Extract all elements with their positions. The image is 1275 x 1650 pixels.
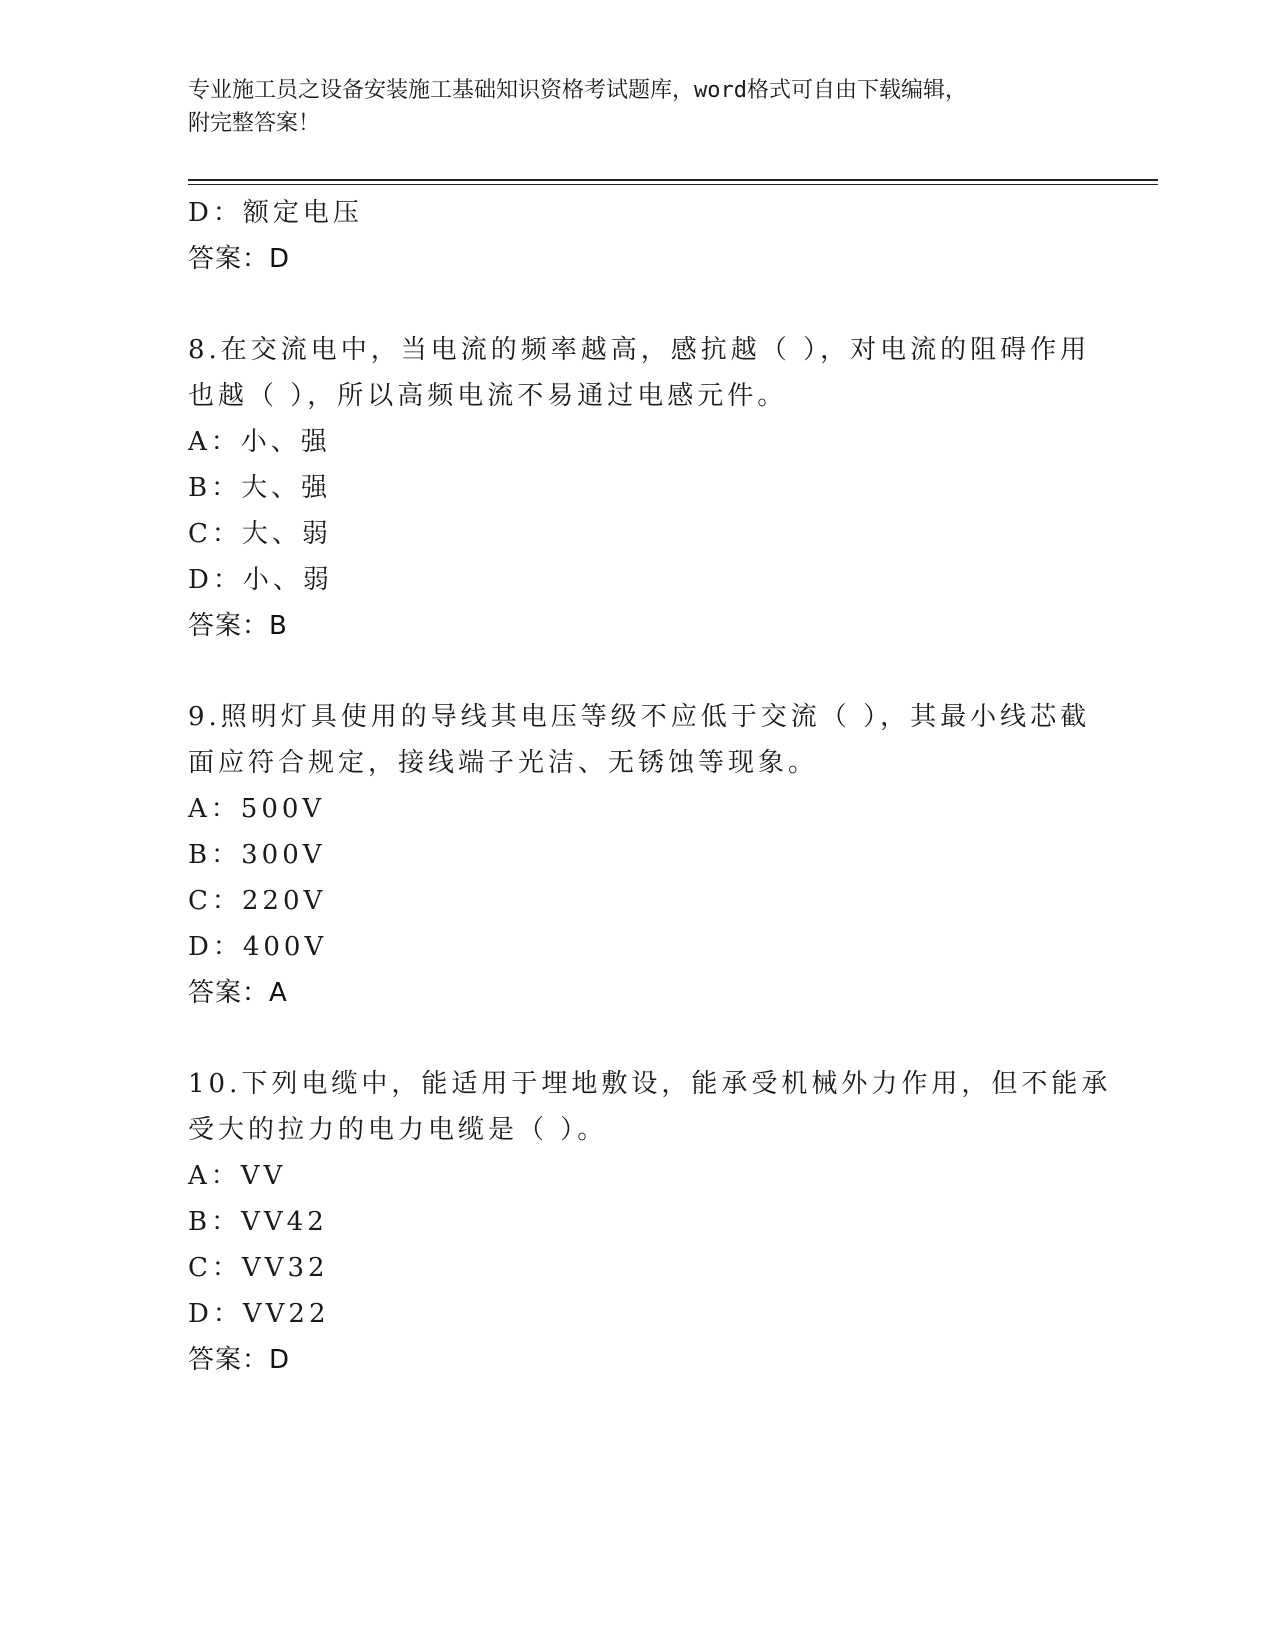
option-b: B：大、强 <box>188 473 332 503</box>
option-a: A：小、强 <box>188 427 331 457</box>
answer-line: 答案：D <box>188 244 291 274</box>
option-b: B：300V <box>188 840 326 870</box>
header-divider <box>188 179 1158 181</box>
option-d: D：VV22 <box>188 1299 330 1329</box>
answer-line: 答案：B <box>188 611 288 641</box>
question-list <box>188 190 1112 1383</box>
question-stem-cont: 面应符合规定，接线端子光洁、无锈蚀等现象。 <box>188 748 819 778</box>
option-a: A：VV <box>188 1161 287 1191</box>
answer-line: 答案：A <box>188 978 288 1008</box>
question-stem: 8.在交流电中，当电流的频率越高，感抗越（ ），对电流的阻碍作用 <box>188 335 1091 365</box>
header-divider-thin <box>188 184 1158 185</box>
page-header <box>188 74 1088 140</box>
option-d: D：小、弱 <box>188 565 333 595</box>
question-10 <box>188 1061 1112 1383</box>
option-c: C：220V <box>188 886 327 916</box>
question-stem-cont: 也越（ ），所以高频电流不易通过电感元件。 <box>188 381 788 411</box>
option-b: B：VV42 <box>188 1207 328 1237</box>
option-a: A：500V <box>188 794 326 824</box>
option-c: C：VV32 <box>188 1253 329 1283</box>
option-c: C：大、弱 <box>188 519 332 549</box>
question-stem-cont: 受大的拉力的电力电缆是（ ）。 <box>188 1115 608 1145</box>
answer-line: 答案：D <box>188 1345 291 1375</box>
header-line-2: 附完整答案！ <box>188 111 321 136</box>
option-d: D：400V <box>188 932 328 962</box>
question-stem: 9.照明灯具使用的导线其电压等级不应低于交流（ ），其最小线芯截 <box>188 702 1091 732</box>
previous-question-tail <box>188 190 1088 282</box>
question-9 <box>188 694 1091 1016</box>
question-8 <box>188 327 1091 649</box>
question-stem: 10.下列电缆中，能适用于埋地敷设，能承受机械外力作用，但不能承 <box>188 1069 1112 1099</box>
header-line-1: 专业施工员之设备安装施工基础知识资格考试题库，word格式可自由下载编辑， <box>188 78 967 103</box>
option-d: D：额定电压 <box>188 198 363 228</box>
